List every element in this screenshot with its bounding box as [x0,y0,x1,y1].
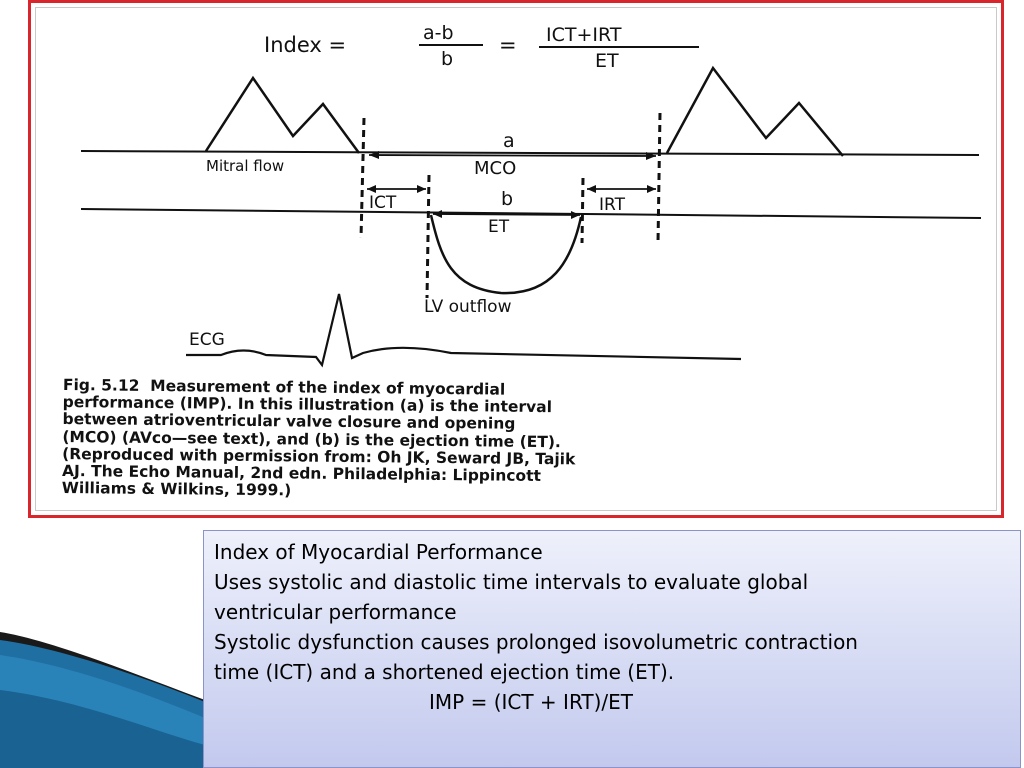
caption-fig-number: Fig. 5.12 [62,376,140,395]
label-irt: IRT [599,195,625,215]
caption-line-2: performance (IMP). In this illustration (a) is the interval [62,393,553,417]
formula-num1: a-b [423,22,454,44]
caption-text-1: Measurement of the index of myocardial [150,376,506,399]
dashed-line-aortic-open [427,175,429,298]
et-arrow-left [433,210,442,218]
caption-line-4: (MCO) (AVco—see text), and (b) is the ejection time (ET). [62,427,561,451]
dashed-line-mitral-open [658,113,660,243]
formula-lhs: Index = [264,33,347,57]
label-et: ET [488,217,510,237]
summary-line-4: Systolic dysfunction causes prolonged isovolumetric contraction [214,630,858,654]
formula-num2: ICT+IRT [546,24,622,46]
figure-frame [28,0,1004,518]
formula-eq: = [499,33,517,57]
label-mco: MCO [474,158,517,179]
mitral-wave-right [667,68,843,156]
caption-line-6: AJ. The Echo Manual, 2nd edn. Philadelphia: Lippincott [61,462,542,486]
label-ecg: ECG [189,330,225,350]
et-arrow-right [571,211,580,219]
ict-arrow-left [367,185,376,193]
dashed-line-mitral-close [361,118,364,238]
caption-line-5: (Reproduced with permission from: Oh JK, Seward JB, Tajik [62,444,576,469]
label-lv-outflow: LV outflow [424,297,512,317]
label-mitral-flow: Mitral flow [206,157,285,175]
summary-line-3: ventricular performance [214,600,457,624]
irt-arrow-right [647,185,656,193]
imp-formula: IMP = (ICT + IRT)/ET [429,690,633,714]
dashed-line-aortic-close [582,178,583,243]
caption-line-7: Williams & Wilkins, 1999.) [61,479,292,500]
mco-arrow-line [369,155,656,156]
label-a: a [503,130,515,152]
label-b: b [501,188,514,210]
summary-text-box [203,530,1021,768]
summary-line-2: Uses systolic and diastolic time intervals to evaluate global [214,570,809,594]
et-arrow-line [433,214,580,215]
mitral-wave-left [206,78,359,153]
figure-caption [62,377,963,507]
formula-den1: b [441,48,454,70]
summary-title: Index of Myocardial Performance [214,540,543,564]
mitral-baseline [81,151,979,155]
label-ict: ICT [369,193,397,213]
summary-line-5: time (ICT) and a shortened ejection time (ET). [214,660,675,684]
formula-den2: ET [595,50,619,72]
ict-arrow-right [417,185,426,193]
irt-arrow-left [587,185,596,193]
caption-line-3: between atrioventricular valve closure and opening [62,410,516,434]
lv-baseline [81,209,981,218]
